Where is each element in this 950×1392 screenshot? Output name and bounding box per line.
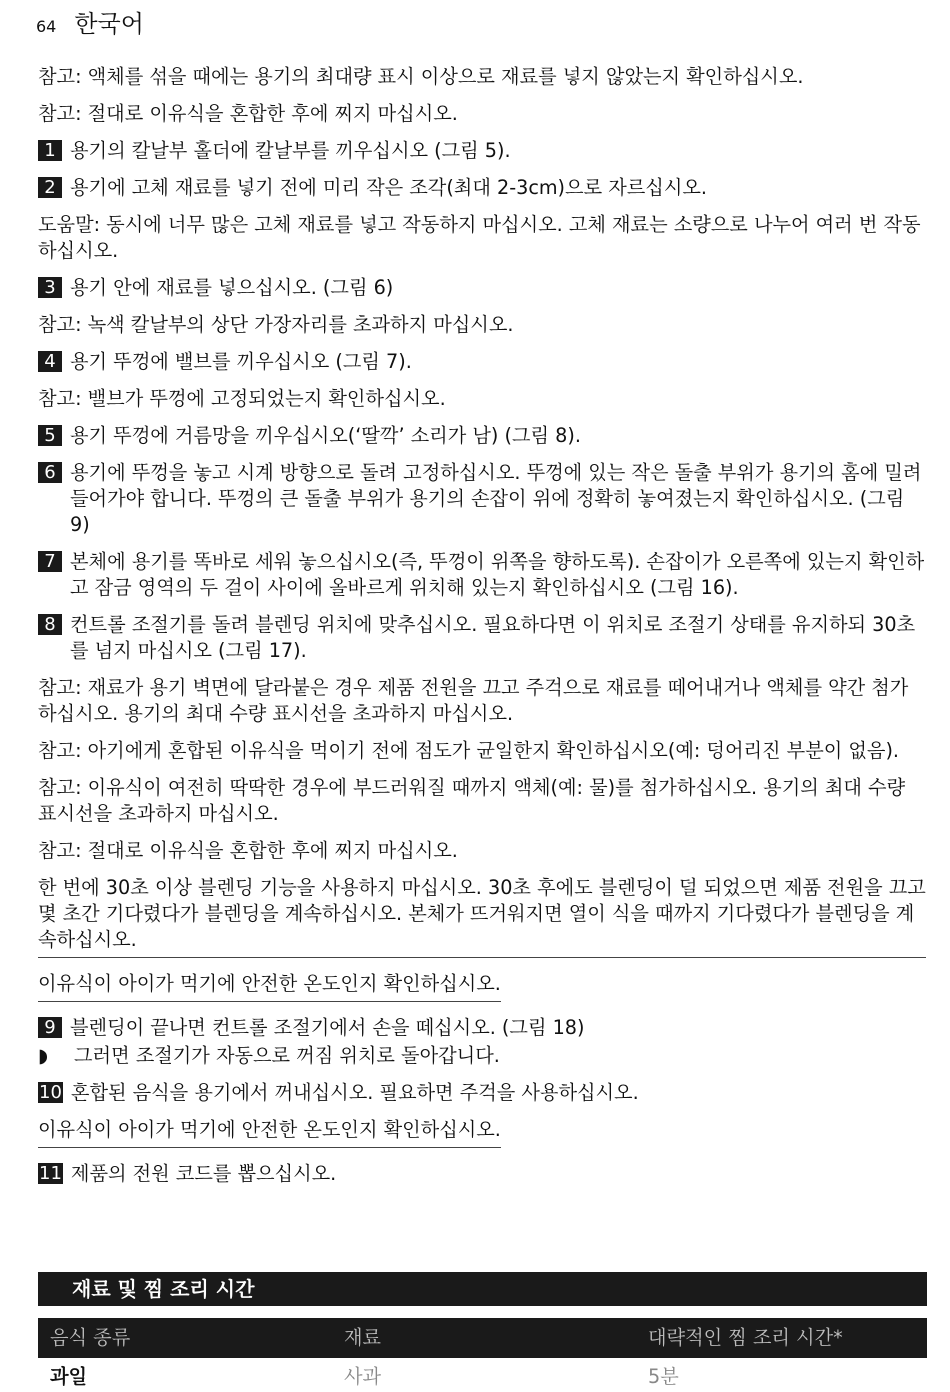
step-7 xyxy=(38,549,926,601)
step-2 xyxy=(38,175,926,201)
step-text: 용기에 고체 재료를 넣기 전에 미리 작은 조각(최대 2-3cm)으로 자르십시오. xyxy=(70,176,707,199)
instructions-body xyxy=(38,64,926,1198)
step-text: 용기의 칼날부 홀더에 칼날부를 끼우십시오 (그림 5). xyxy=(70,139,511,162)
note-paragraph: 참고: 아기에게 혼합된 이유식을 먹이기 전에 점도가 균일한지 확인하십시오(예: 덩어리진 부분이 없음). xyxy=(38,739,900,762)
step-text: 혼합된 음식을 용기에서 꺼내십시오. 필요하면 주걱을 사용하십시오. xyxy=(70,1081,639,1104)
note-paragraph: 참고: 녹색 칼날부의 상단 가장자리를 초과하지 마십시오. xyxy=(38,313,514,336)
step-5 xyxy=(38,423,926,449)
step-number-badge: 6 xyxy=(38,462,62,483)
result-arrow-icon: ◗ xyxy=(38,1044,49,1067)
step-text: 블렌딩이 끝나면 컨트롤 조절기에서 손을 떼십시오. (그림 18) xyxy=(70,1016,585,1039)
step-text: 용기 안에 재료를 넣으십시오. (그림 6) xyxy=(70,276,394,299)
note-paragraph: 참고: 액체를 섞을 때에는 용기의 최대량 표시 이상으로 재료를 넣지 않았는지 확인하십시오. xyxy=(38,65,804,88)
step-text: 컨트롤 조절기를 돌려 블렌딩 위치에 맞추십시오. 필요하다면 이 위치로 조절기 상태를 유지하되 30초를 넘지 마십시오 (그림 17). xyxy=(70,613,916,662)
step-number-badge: 10 xyxy=(39,1082,62,1103)
step-text: 본체에 용기를 똑바로 세워 놓으십시오(즉, 뚜껑이 위쪽을 향하도록). 손잡이가 오른쪽에 있는지 확인하고 잠금 영역의 두 걸이 사이에 올바르게 위치해 있는지 확인하십시오 (그림 16). xyxy=(70,550,925,599)
step-number-badge: 9 xyxy=(38,1017,62,1038)
cell-ingredient: 사과 xyxy=(344,1365,382,1388)
step-number-badge: 1 xyxy=(38,140,62,161)
section-heading: 재료 및 찜 조리 시간 xyxy=(38,1272,927,1306)
step-text: 제품의 전원 코드를 뽑으십시오. xyxy=(70,1162,337,1185)
step-number-badge: 5 xyxy=(38,425,62,446)
step-number-badge: 2 xyxy=(38,177,62,198)
cell-steam-time: 5분 xyxy=(648,1365,679,1388)
safety-note: 이유식이 아이가 먹기에 안전한 온도인지 확인하십시오. xyxy=(38,971,501,1002)
column-header-food-type: 음식 종류 xyxy=(50,1326,131,1349)
note-paragraph: 참고: 절대로 이유식을 혼합한 후에 찌지 마십시오. xyxy=(38,839,458,862)
step-number-badge: 3 xyxy=(38,277,62,298)
note-paragraph: 참고: 이유식이 여전히 딱딱한 경우에 부드러워질 때까지 액체(예: 물)를 첨가하십시오. 용기의 최대 수량 표시선을 초과하지 마십시오. xyxy=(38,776,906,825)
table-header xyxy=(38,1318,927,1358)
step-3 xyxy=(38,275,926,301)
warning-paragraph: 한 번에 30초 이상 블렌딩 기능을 사용하지 마십시오. 30초 후에도 블렌딩이 덜 되었으면 제품 전원을 끄고 몇 초간 기다렸다가 블렌딩을 계속하십시오. 본체가 뜨거워지면 열이 식을 때까지 기다렸다가 블렌딩을 계속하십시오. xyxy=(38,875,926,958)
cell-food-type: 과일 xyxy=(50,1365,88,1388)
result-text: 그러면 조절기가 자동으로 꺼짐 위치로 돌아갑니다. xyxy=(74,1044,500,1067)
step-number-badge: 8 xyxy=(38,614,62,635)
note-paragraph: 참고: 밸브가 뚜껑에 고정되었는지 확인하십시오. xyxy=(38,387,446,410)
step-text: 용기에 뚜껑을 놓고 시계 방향으로 돌려 고정하십시오. 뚜껑에 있는 작은 돌출 부위가 용기의 홈에 밀려 들어가야 합니다. 뚜껑의 큰 돌출 부위가 용기의 손잡이 위에 정확히 놓여졌는지 확인하십시오. (그림 9) xyxy=(70,461,922,536)
step-8 xyxy=(38,612,926,664)
tip-paragraph: 도움말: 동시에 너무 많은 고체 재료를 넣고 작동하지 마십시오. 고체 재료는 소량으로 나누어 여러 번 작동하십시오. xyxy=(38,213,921,262)
step-number-badge: 7 xyxy=(38,551,62,572)
column-header-ingredient: 재료 xyxy=(344,1326,382,1349)
table-row xyxy=(38,1362,927,1392)
page-number: 64 xyxy=(36,17,57,36)
step-text: 용기 뚜껑에 밸브를 끼우십시오 (그림 7). xyxy=(70,350,412,373)
note-paragraph: 참고: 절대로 이유식을 혼합한 후에 찌지 마십시오. xyxy=(38,102,458,125)
step-9-result xyxy=(38,1043,926,1069)
step-4 xyxy=(38,349,926,375)
page-header xyxy=(36,4,144,39)
language-heading: 한국어 xyxy=(74,10,144,38)
step-1 xyxy=(38,138,926,164)
step-6 xyxy=(38,460,926,538)
step-number-badge: 4 xyxy=(38,351,62,372)
step-11 xyxy=(38,1161,926,1187)
step-10 xyxy=(38,1080,926,1106)
safety-note: 이유식이 아이가 먹기에 안전한 온도인지 확인하십시오. xyxy=(38,1117,501,1148)
step-number-badge: 11 xyxy=(39,1163,62,1184)
column-header-steam-time: 대략적인 찜 조리 시간* xyxy=(648,1326,843,1349)
step-text: 용기 뚜껑에 거름망을 끼우십시오(‘딸깍’ 소리가 남) (그림 8). xyxy=(70,424,581,447)
step-9 xyxy=(38,1015,926,1041)
note-paragraph: 참고: 재료가 용기 벽면에 달라붙은 경우 제품 전원을 끄고 주걱으로 재료를 떼어내거나 액체를 약간 첨가하십시오. 용기의 최대 수량 표시선을 초과하지 마십시오. xyxy=(38,676,909,725)
